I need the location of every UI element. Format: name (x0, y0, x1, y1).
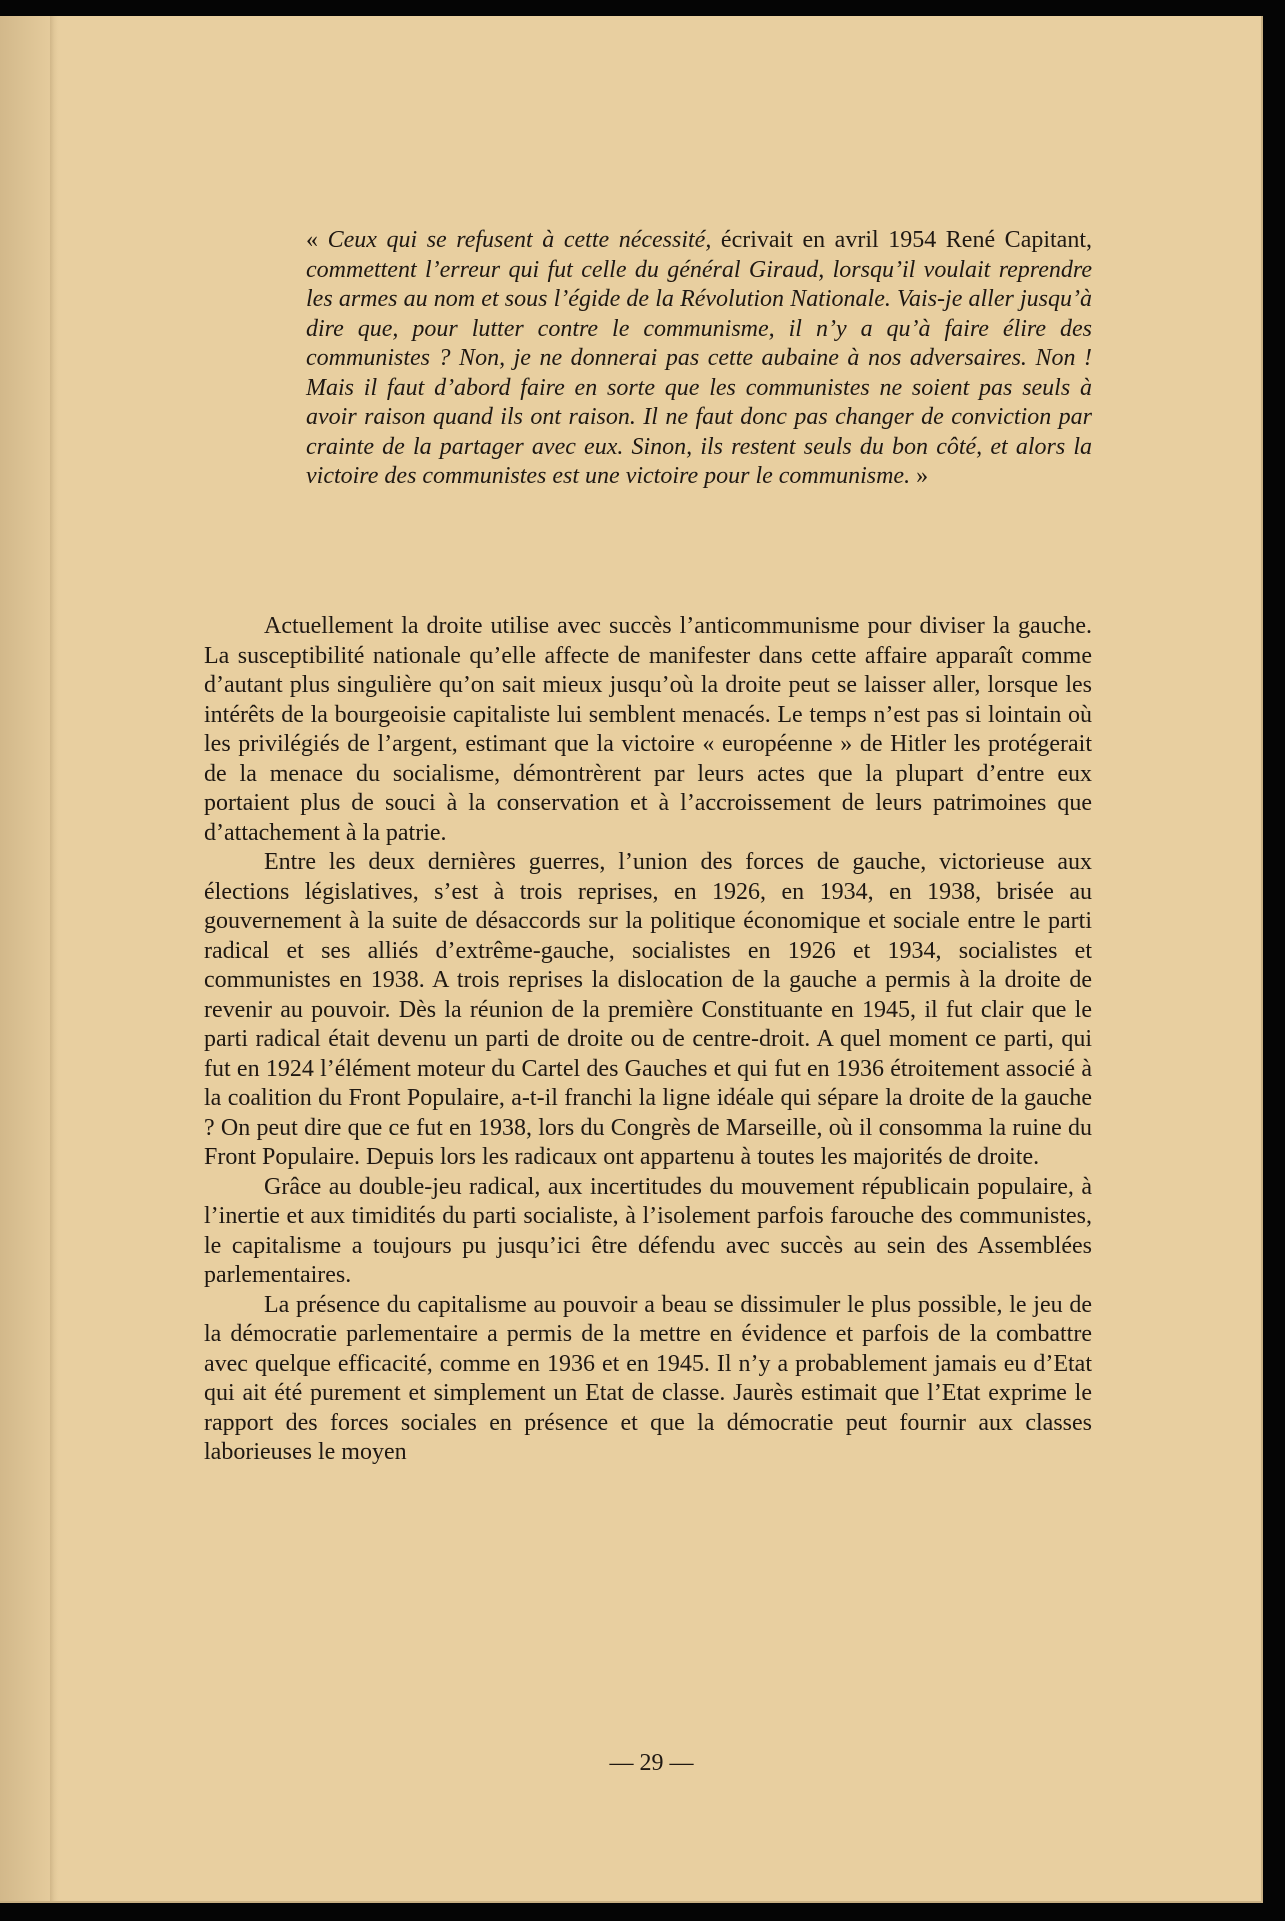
paragraph: Grâce au double-jeu radical, aux incertitudes du mouvement républicain populaire, à l’inertie et aux timidités du parti socialiste, à l’isolement parfois farouche des communistes, le capitalisme a toujours pu jusqu’ici être défendu avec succès au sein des Assemblées parlementaires. (204, 1173, 1092, 1288)
quote-close-mark: » (910, 463, 929, 489)
page-number: — 29 — (609, 1750, 694, 1776)
body-text (204, 612, 1092, 1468)
paragraph: Actuellement la droite utilise avec succès l’anticommunisme pour diviser la gauche. La susceptibilité nationale qu’elle affecte de manifester dans cette affaire apparaît comme d’autant plus singulière qu’on sait mieux jusqu’où la droite peut se laisser aller, lorsque les intérêts de la bourgeoisie capitaliste lui semblent menacés. Le temps n’est pas si lointain où les privilégiés de l’argent, estimant que la victoire « européenne » de Hitler les protégerait de la menace du socialisme, démontrèrent par leurs actes que la plupart d’entre eux portaient plus de souci à la conservation et à l’accroissement de leurs patrimoines que d’attachement à la patrie. (204, 613, 1092, 846)
block-quote (306, 226, 1092, 492)
page-gutter (50, 16, 58, 1901)
quote-text-part-1: Ceux qui se refusent à cette nécessité, (327, 227, 712, 253)
quote-text-part-2: commettent l’erreur qui fut celle du général Giraud, lorsqu’il voulait reprendre les armes au nom et sous l’égide de la Révolution Nationale. Vais-je aller jusqu’à dire que, pour lutter contre le communisme, il n’y a qu’à faire élire des communistes ? Non, je ne donnerai pas cette aubaine à nos adversaires. Non ! Mais il faut d’abord faire en sorte que les communistes ne soient pas seuls à avoir raison quand ils ont raison. Il ne faut donc pas changer de conviction par crainte de la partager avec eux. Sinon, ils restent seuls du bon côté, et alors la victoire des communistes est une victoire pour le communisme. (306, 256, 1092, 489)
paragraph: La présence du capitalisme au pouvoir a beau se dissimuler le plus possible, le jeu de la démocratie parlementaire a permis de la mettre en évidence et parfois de la combattre avec quelque efficacité, comme en 1936 et en 1945. Il n’y a probablement jamais eu d’Etat qui ait été purement et simplement un Etat de classe. Jaurès estimait que l’Etat exprime le rapport des forces sociales en présence et que la démocratie peut fournir aux classes laborieuses le moyen (204, 1291, 1092, 1465)
book-page (0, 16, 1263, 1903)
quote-attribution: écrivait en avril 1954 René Capitant, (711, 227, 1092, 253)
quote-open-mark: « (306, 227, 328, 253)
paragraph: Entre les deux dernières guerres, l’union des forces de gauche, victorieuse aux élections législatives, s’est à trois reprises, en 1926, en 1934, en 1938, brisée au gouvernement à la suite de désaccords sur la politique économique et sociale entre le parti radical et ses alliés d’extrême-gauche, socialistes en 1926 et 1934, socialistes et communistes en 1938. A trois reprises la dislocation de la gauche a permis à la droite de revenir au pouvoir. Dès la réunion de la première Constituante en 1945, il fut clair que le parti radical était devenu un parti de droite ou de centre-droit. A quel moment ce parti, qui fut en 1924 l’élément moteur du Cartel des Gauches et qui fut en 1936 étroitement associé à la coalition du Front Populaire, a-t-il franchi la ligne idéale qui sépare la droite de la gauche ? On peut dire que ce fut en 1938, lors du Congrès de Marseille, où il consomma la ruine du Front Populaire. Depuis lors les radicaux ont appartenu à toutes les majorités de droite. (204, 849, 1092, 1170)
